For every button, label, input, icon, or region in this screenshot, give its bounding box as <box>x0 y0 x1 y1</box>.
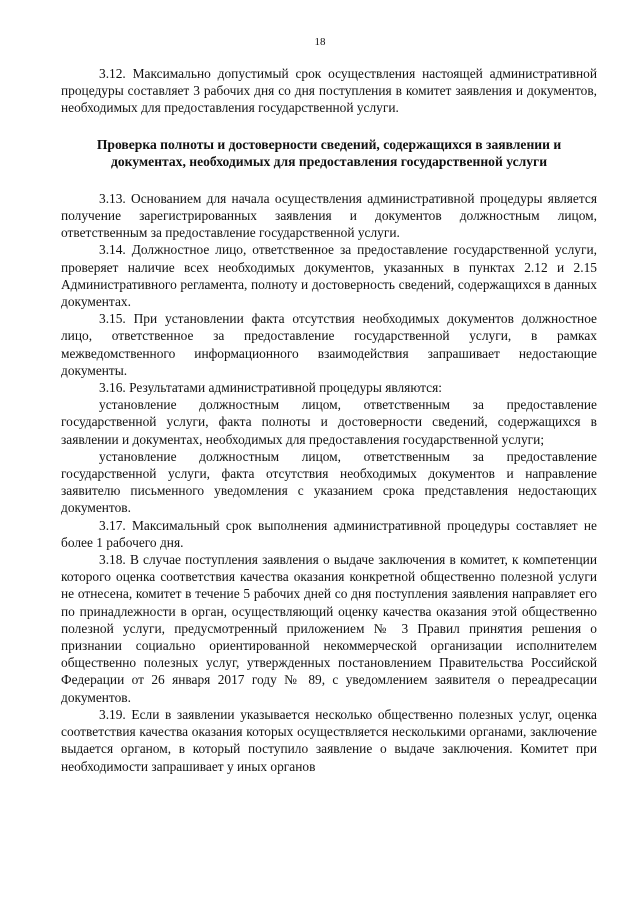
paragraph-3-16: 3.16. Результатами административной процедуры являются: <box>99 380 443 396</box>
section-heading: Проверка полноты и достоверности сведений, содержащихся в заявлении и документах, необходимых для предоставления государственной услуги <box>96 136 562 170</box>
paragraph-3-14: 3.14. Должностное лицо, ответственное за предоставление государственной услуги, проверяет наличие всех необходимых документов, указанных в пунктах 2.12 и 2.15 Административного регламента, полноту и достоверность сведений, содержащихся в данных документах. <box>61 242 597 310</box>
paragraph-3-15: 3.15. При установлении факта отсутствия необходимых документов должностное лицо, ответственное за предоставление государственной услуги, в рамках межведомственного информационного взаимодействия запрашивает недостающие документы. <box>61 311 597 378</box>
result-item-2: установление должностным лицом, ответственным за предоставление государственной услуги, факта отсутствия необходимых документов и направление заявителю письменного уведомления с указанием срока представления недостающих документов. <box>61 448 597 516</box>
paragraph-3-13: 3.13. Основанием для начала осуществления административной процедуры является получение зарегистрированных заявления и документов должностным лицом, ответственным за предоставление государственной услуги. <box>61 190 597 241</box>
paragraph-3-17: 3.17. Максимальный срок выполнения административной процедуры составляет не более 1 рабочего дня. <box>61 517 597 550</box>
paragraph-3-12: 3.12. Максимально допустимый срок осуществления настоящей административной процедуры составляет 3 рабочих дня со дня поступления в комитет заявления и документов, необходимых для предоставления государственной услуги. <box>61 66 597 116</box>
document-body <box>61 65 597 775</box>
page-number: 18 <box>314 36 326 48</box>
paragraph-3-19: 3.19. Если в заявлении указывается несколько общественно полезных услуг, оценка соответствия качества оказания которых осуществляется несколькими органами, заключение выдается органом, в который поступило заявление о выдаче заключения. Комитет при необходимости запрашивает у иных органов <box>61 706 597 774</box>
paragraph-3-18: 3.18. В случае поступления заявления о выдаче заключения в комитет, к компетенции которого оценка соответствия качества оказания конкретной общественно полезной услуги не отнесена, комитет в течение 5 рабочих дней со дня поступления заявления направляет его по принадлежности в орган, осуществляющий оценку качества оказания этой общественно полезной услуги, предусмотренный приложением № 3 Правил принятия решения о признании социально ориентированной некоммерческой организации исполнителем общественно полезных услуг, утвержденных постановлением Правительства Российской Федерации от 26 января 2017 году № 89, с уведомлением заявителя о переадресации документов. <box>61 552 597 705</box>
result-item-1: установление должностным лицом, ответственным за предоставление государственной услуги, факта полноты и достоверности сведений, содержащихся в заявлении и документах, необходимых для предоставления государственной услуги; <box>61 397 597 447</box>
